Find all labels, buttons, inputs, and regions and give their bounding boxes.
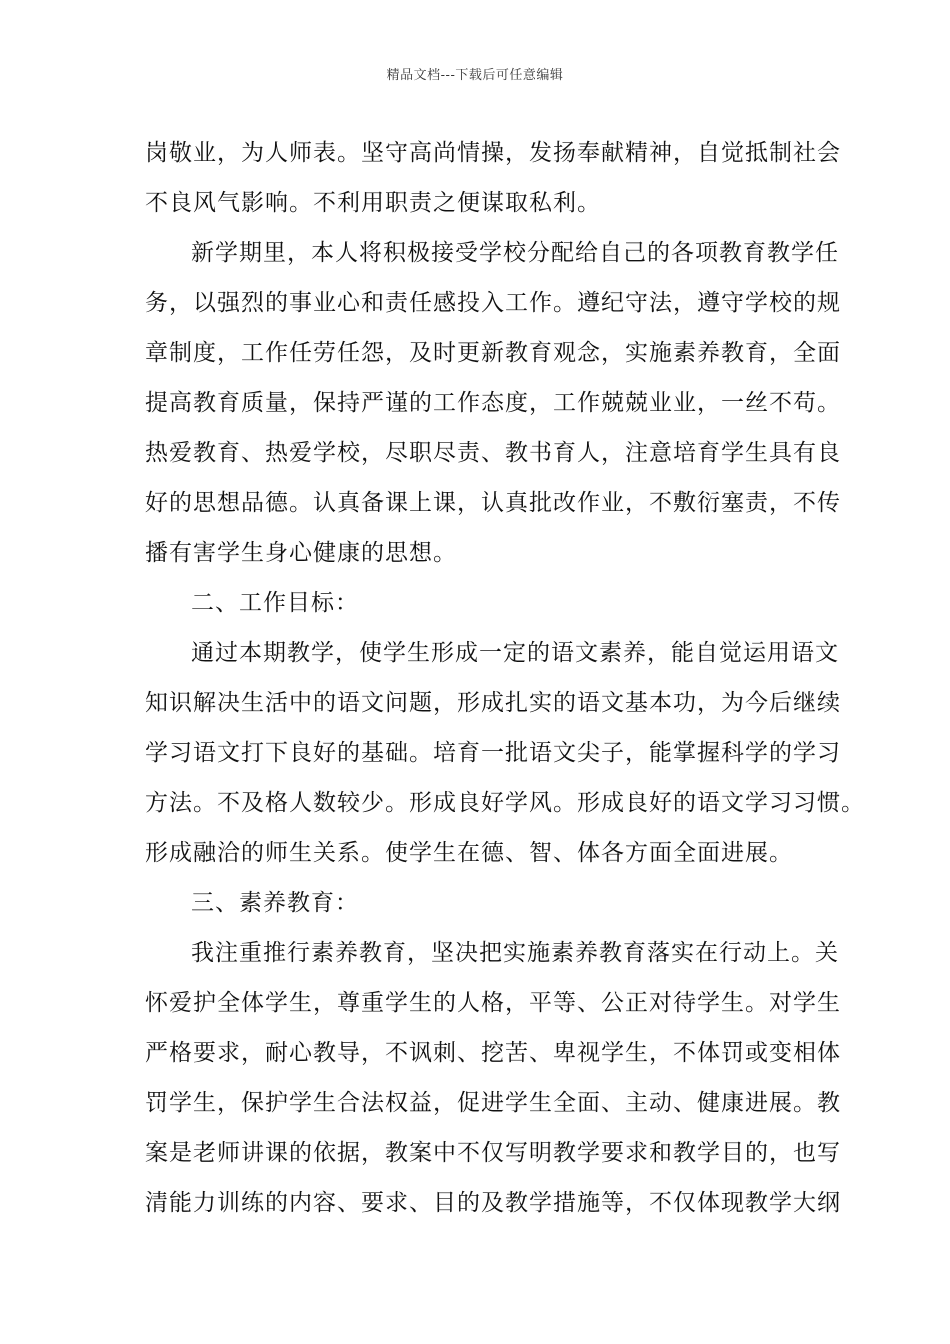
text-line: 岗敬业，为人师表。坚守高尚情操，发扬奉献精神，自觉抵制社会 <box>145 140 841 166</box>
document-body <box>145 128 865 1228</box>
paragraph-first-line: 新学期里，本人将积极接受学校分配给自己的各项教育教学任 <box>191 240 839 266</box>
text-line: 形成融洽的师生关系。使学生在德、智、体各方面全面进展。 <box>145 840 793 866</box>
page-header: 精品文档---下载后可任意编辑 <box>386 68 564 83</box>
text-line: 好的思想品德。认真备课上课，认真批改作业，不敷衍塞责，不传 <box>145 490 841 516</box>
text-line: 怀爱护全体学生，尊重学生的人格，平等、公正对待学生。对学生 <box>145 990 841 1016</box>
text-line: 务，以强烈的事业心和责任感投入工作。遵纪守法，遵守学校的规 <box>145 290 841 316</box>
section-heading: 二、工作目标： <box>191 590 359 616</box>
text-line: 方法。不及格人数较少。形成良好学风。形成良好的语文学习习惯。 <box>145 790 865 816</box>
paragraph-first-line: 我注重推行素养教育，坚决把实施素养教育落实在行动上。关 <box>191 940 839 966</box>
text-line: 案是老师讲课的依据，教案中不仅写明教学要求和教学目的，也写 <box>145 1140 841 1166</box>
text-line: 热爱教育、热爱学校，尽职尽责、教书育人，注意培育学生具有良 <box>145 440 841 466</box>
text-line: 不良风气影响。不利用职责之便谋取私利。 <box>145 190 601 216</box>
text-line: 章制度，工作任劳任怨，及时更新教育观念，实施素养教育，全面 <box>145 340 841 366</box>
text-line: 罚学生，保护学生合法权益，促进学生全面、主动、健康进展。教 <box>145 1090 841 1116</box>
section-heading: 三、素养教育： <box>191 890 359 916</box>
text-line: 知识解决生活中的语文问题，形成扎实的语文基本功，为今后继续 <box>145 690 841 716</box>
paragraph-first-line: 通过本期教学，使学生形成一定的语文素养，能自觉运用语文 <box>191 640 839 666</box>
text-line: 严格要求，耐心教导，不讽刺、挖苦、卑视学生，不体罚或变相体 <box>145 1040 841 1066</box>
text-line: 学习语文打下良好的基础。培育一批语文尖子，能掌握科学的学习 <box>145 740 841 766</box>
text-line: 提高教育质量，保持严谨的工作态度，工作兢兢业业，一丝不苟。 <box>145 390 841 416</box>
text-line: 清能力训练的内容、要求、目的及教学措施等，不仅体现教学大纲 <box>145 1190 841 1216</box>
text-line: 播有害学生身心健康的思想。 <box>145 540 457 566</box>
